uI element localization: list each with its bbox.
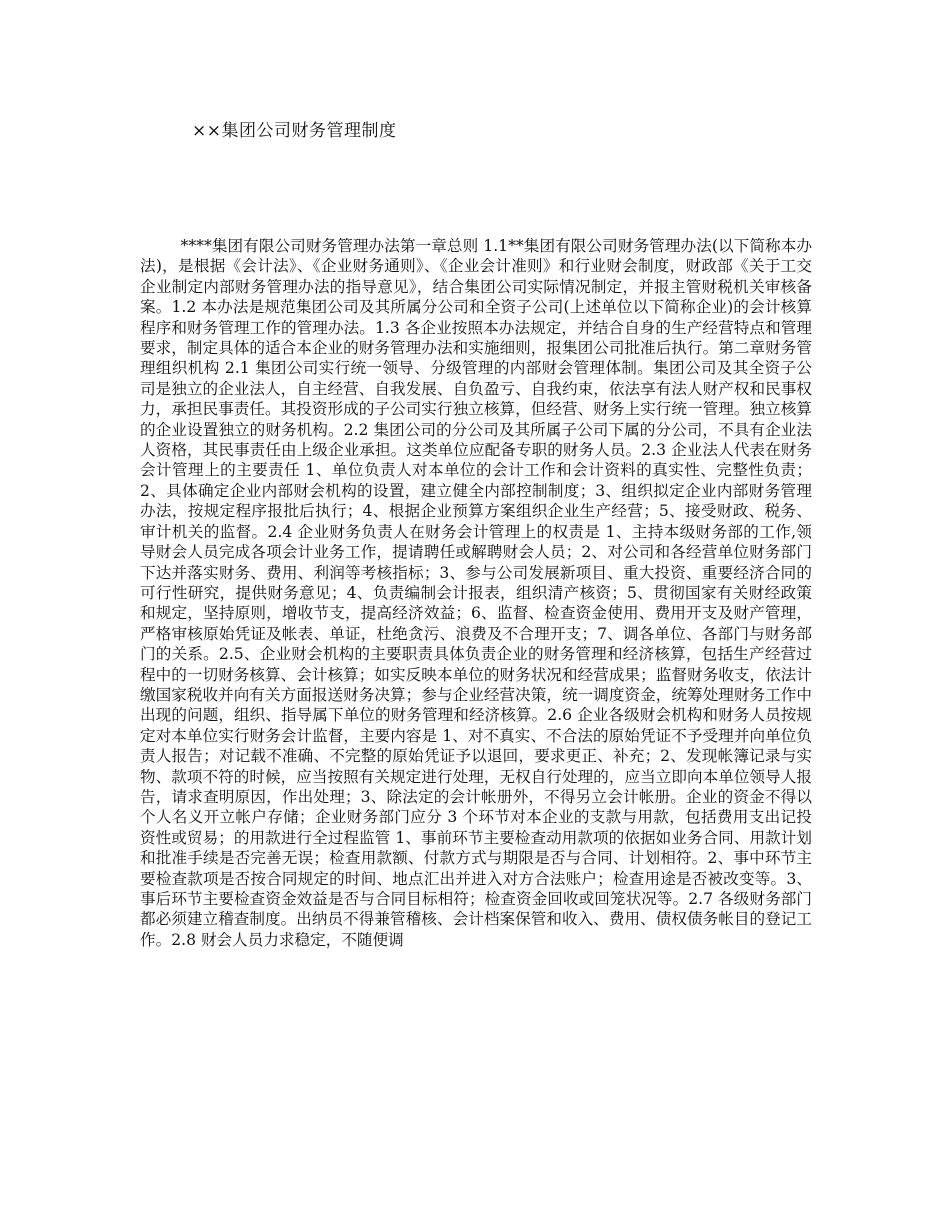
document-body: ****集团有限公司财务管理办法第一章总则 1.1**集团有限公司财务管理办法(以下简称本办法)，是根据《会计法》、《企业财务通则》、《企业会计准则》和行业财会制度，财政部《关于工交企业制定内部财务管理办法的指导意见》，结合集团公司实际情况制定，并报主管财税机关审核备案。1.2 本办法是规范集团公司及其所属分公司和全资子公司(上述单位以下简称企业)的会计核算程序和财务管理工作的管理办法。1.3 各企业按照本办法规定，并结合自身的生产经营特点和管理要求，制定具体的适合本企业的财务管理办法和实施细则，报集团公司批准后执行。第二章财务管理组织机构 2.1 集团公司实行统一领导、分级管理的内部财会管理体制。集团公司及其全资子公司是独立的企业法人，自主经营、自我发展、自负盈亏、自我约束，依法享有法人财产权和民事权力，承担民事责任。其投资形成的子公司实行独立核算，但经营、财务上实行统一管理。独立核算的企业设置独立的财务机构。2.2 集团公司的分公司及其所属子公司下属的分公司，不具有企业法人资格，其民事责任由上级企业承担。这类单位应配备专职的财务人员。2.3 企业法人代表在财务会计管理上的主要责任 1、单位负责人对本单位的会计工作和会计资料的真实性、完整性负责；2、具体确定企业内部财会机构的设置，建立健全内部控制制度；3、组织拟定企业内部财务管理办法，按规定程序报批后执行；4、根据企业预算方案组织企业生产经营；5、接受财政、税务、审计机关的监督。2.4 企业财务负责人在财务会计管理上的权责是 1、主持本级财务部的工作,领导财会人员完成各项会计业务工作，提请聘任或解聘财会人员；2、对公司和各经营单位财务部门下达并落实财务、费用、利润等考核指标；3、参与公司发展新项目、重大投资、重要经济合同的可行性研究，提供财务意见；4、负责编制会计报表，组织清产核资；5、贯彻国家有关财经政策和规定，坚持原则，增收节支，提高经济效益；6、监督、检查资金使用、费用开支及财产管理，严格审核原始凭证及帐表、单证，杜绝贪污、浪费及不合理开支；7、调各单位、各部门与财务部门的关系。2.5、企业财会机构的主要职责具体负责企业的财务管理和经济核算，包括生产经营过程中的一切财务核算、会计核算；如实反映本单位的财务状况和经营成果；监督财务收支，依法计缴国家税收并向有关方面报送财务决算；参与企业经营决策，统一调度资金，统筹处理财务工作中出现的问题，组织、指导属下单位的财务管理和经济核算。2.6 企业各级财会机构和财务人员按规定对本单位实行财务会计监督，主要内容是 1、对不真实、不合法的原始凭证不予受理并向单位负责人报告；对记载不准确、不完整的原始凭证予以退回，要求更正、补充；2、发现帐簿记录与实物、款项不符的时候，应当按照有关规定进行处理，无权自行处理的，应当立即向本单位领导人报告，请求查明原因，作出处理；3、除法定的会计帐册外，不得另立会计帐册。企业的资金不得以个人名义开立帐户存储；企业财务部门应分 3 个环节对本企业的支款与用款，包括费用支出记投资性或贸易；的用款进行全过程监管 1、事前环节主要检查动用款项的依据如业务合同、用款计划和批准手续是否完善无误；检查用款额、付款方式与期限是否与合同、计划相符。2、事中环节主要检查款项是否按合同规定的时间、地点汇出并进入对方合法账户；检查用途是否被改变等。3、事后环节主要检查资金效益是否与合同目标相符；检查资金回收或回笼状况等。2.7 各级财务部门都必须建立稽查制度。出纳员不得兼管稽核、会计档案保管和收入、费用、债权债务帐目的登记工作。2.8 财会人员力求稳定，不随便调 [140,237,812,949]
document-title: ××集团公司财务管理制度 [192,121,397,141]
